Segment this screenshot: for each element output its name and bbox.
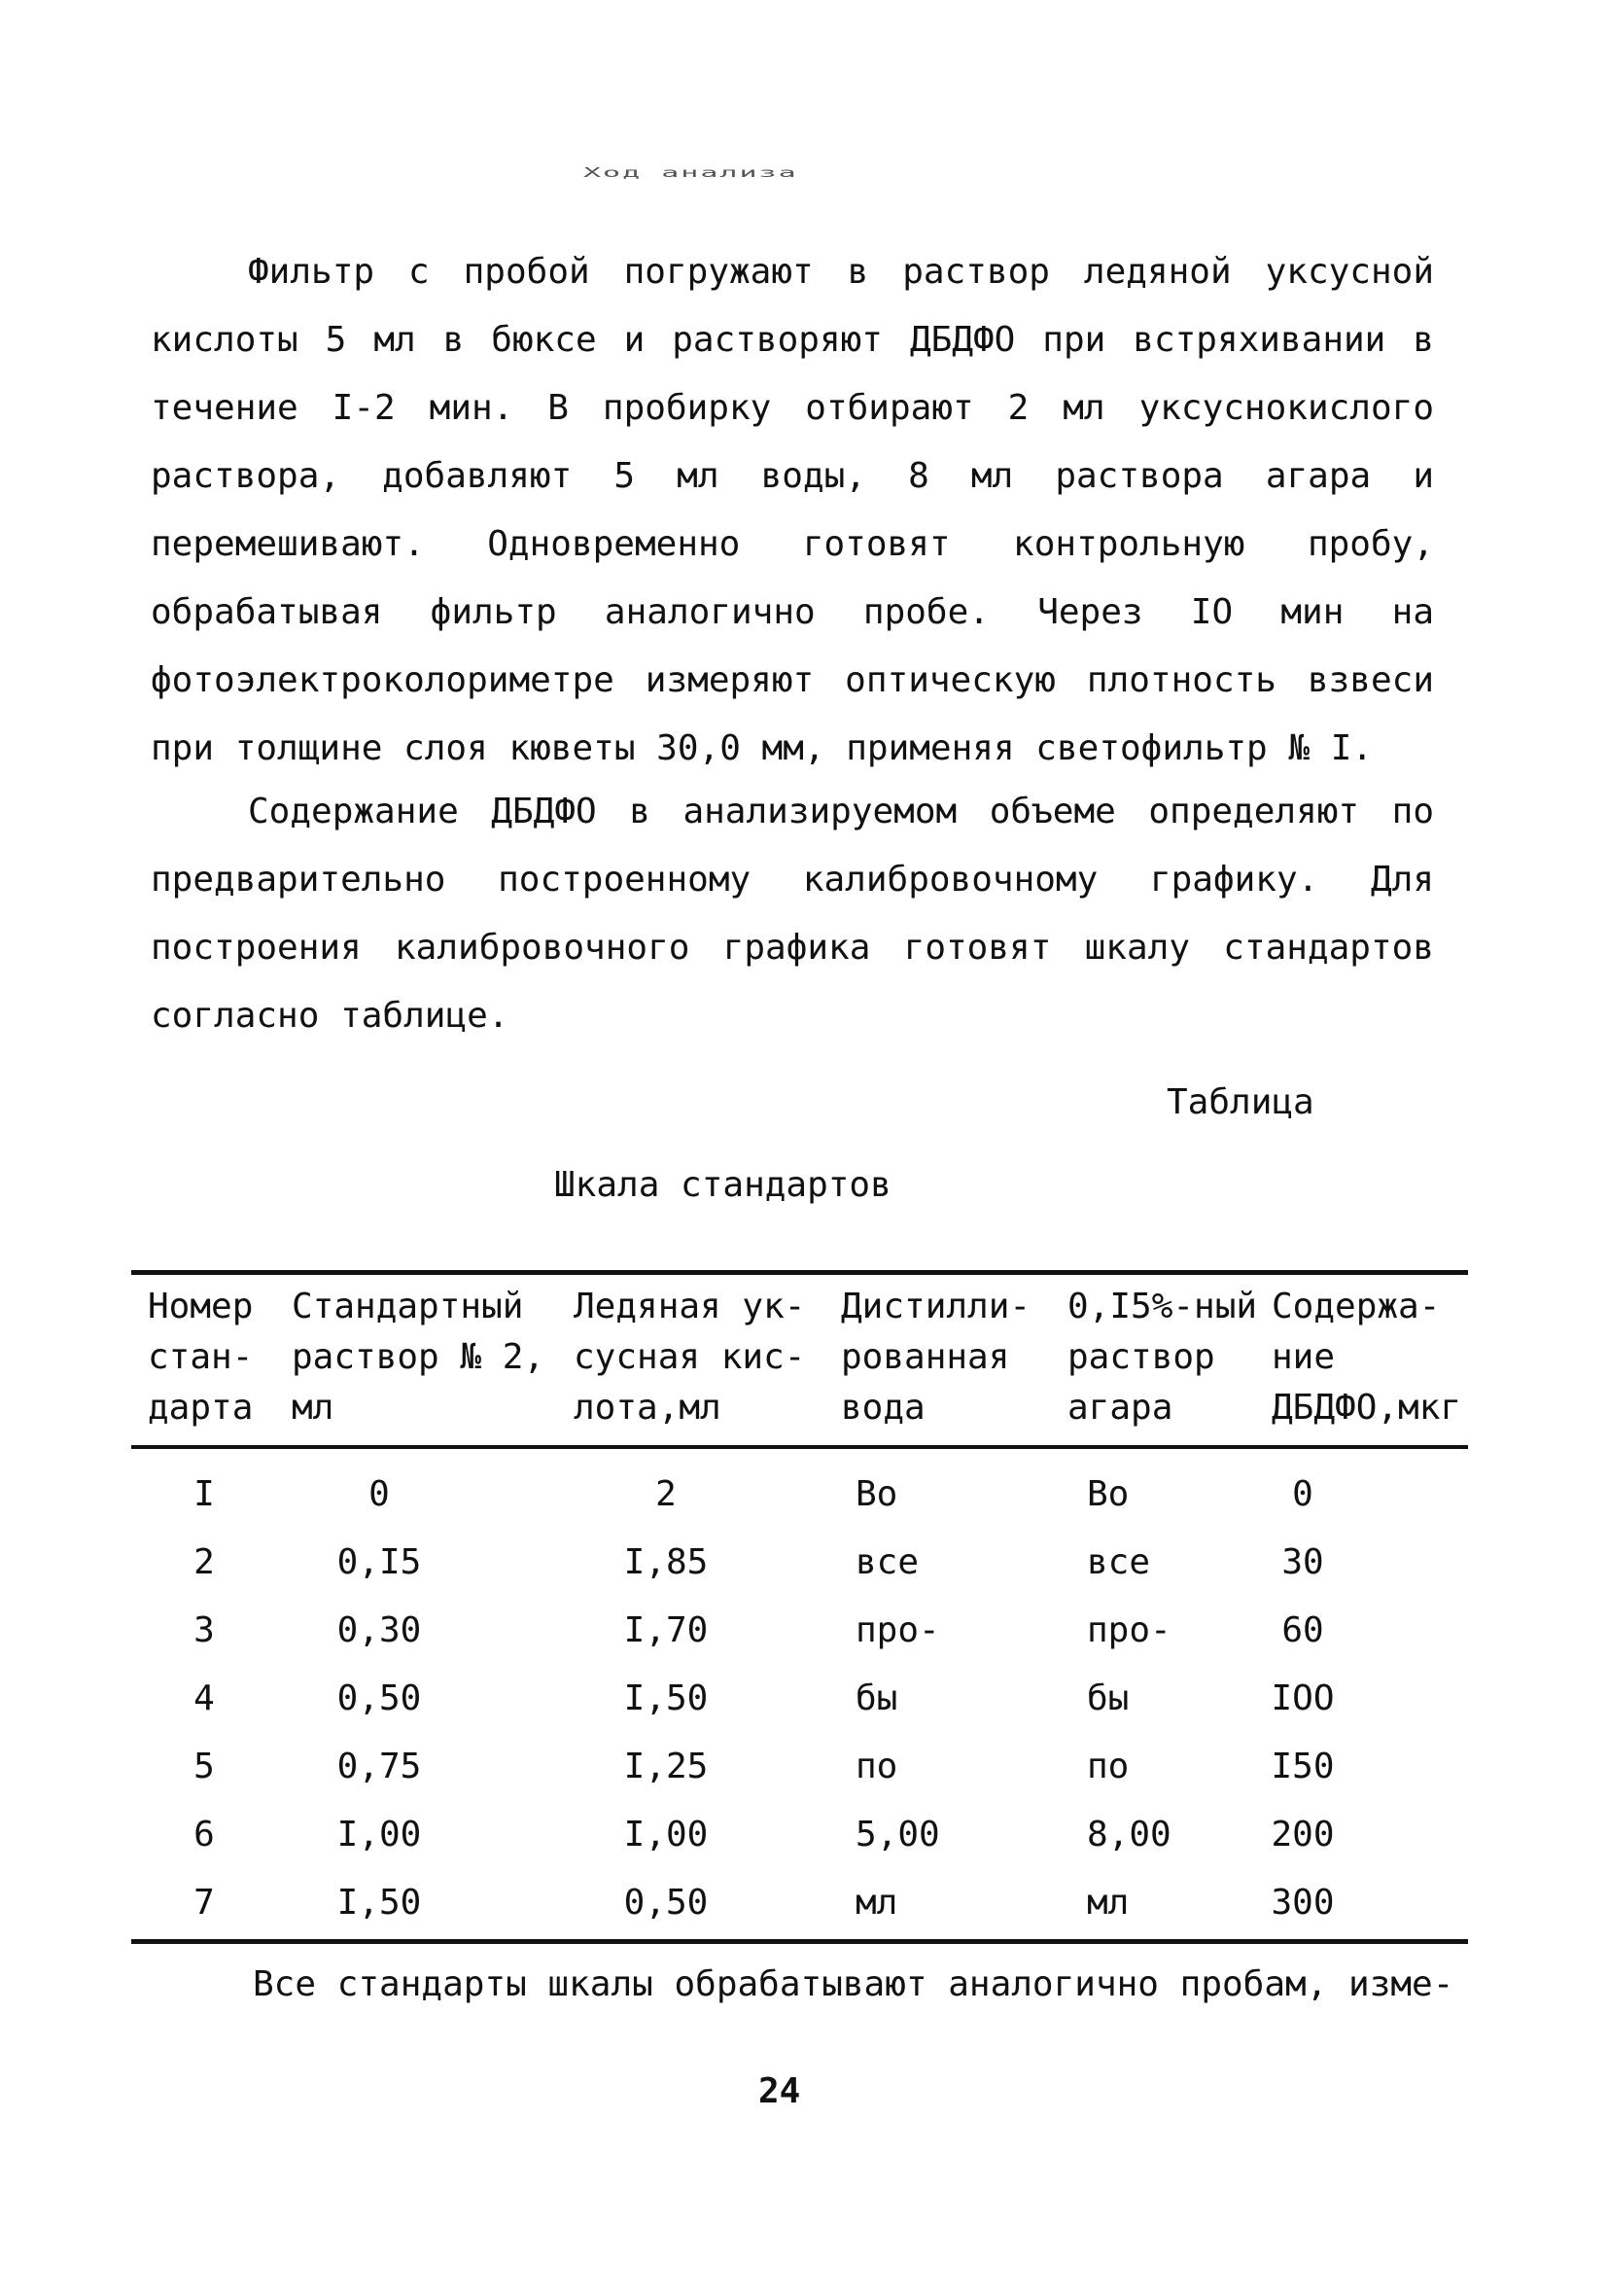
table-row	[0, 1801, 1608, 1869]
cell-water: мл	[856, 1883, 898, 1923]
table-row	[0, 1665, 1608, 1733]
header-dbdfo-content: Содержа-ние ДБДФО,мкг	[1272, 1287, 1462, 1428]
cell-agar: про-	[1087, 1610, 1171, 1650]
table-top-rule	[131, 1270, 1468, 1275]
cell-water: про-	[856, 1610, 940, 1650]
cell-standard-solution: 0,I5	[336, 1542, 422, 1582]
header-standard-number: Номер стан-дарта	[148, 1287, 254, 1428]
cell-water: все	[856, 1542, 920, 1582]
cell-standard-solution: I,50	[336, 1883, 422, 1923]
cell-number: 3	[193, 1610, 215, 1650]
cell-water: Во	[856, 1474, 898, 1514]
page-number: 24	[758, 2071, 801, 2111]
cell-standard-solution: 0,50	[336, 1678, 422, 1718]
cell-standard-solution: I,00	[336, 1815, 422, 1854]
table-row	[0, 1529, 1608, 1597]
cell-acetic-acid: I,70	[623, 1610, 709, 1650]
cell-content: 0	[1292, 1474, 1313, 1514]
table-header-rule	[131, 1445, 1468, 1449]
cell-number: 7	[193, 1883, 215, 1923]
cell-content: 30	[1281, 1542, 1324, 1582]
cell-acetic-acid: 2	[655, 1474, 677, 1514]
cell-acetic-acid: 0,50	[623, 1883, 709, 1923]
cell-content: 60	[1281, 1610, 1324, 1650]
header-acetic-acid: Ледяная ук-сусная кис-лота,мл	[574, 1287, 806, 1428]
table-row	[0, 1733, 1608, 1801]
cell-standard-solution: 0	[368, 1474, 390, 1514]
cell-standard-solution: 0,75	[336, 1747, 422, 1786]
cell-agar: мл	[1087, 1883, 1130, 1923]
cell-agar: по	[1087, 1747, 1130, 1786]
cell-agar: все	[1087, 1542, 1151, 1582]
header-standard-solution: Стандартный раствор № 2, мл	[292, 1287, 545, 1428]
cell-number: 6	[193, 1815, 215, 1854]
cell-acetic-acid: I,00	[623, 1815, 709, 1854]
cell-standard-solution: 0,30	[336, 1610, 422, 1650]
table-title: Шкала стандартов	[554, 1165, 891, 1205]
paragraph-calibration: Содержание ДБДФО в анализируемом объеме определяют по предварительно построенному калибровочному графику. Для построения калибровочного графика готовят шкалу стандартов согласно таблице.	[151, 792, 1434, 1036]
cell-number: I	[193, 1474, 215, 1514]
cut-off-heading: Ход анализа	[583, 165, 798, 181]
table-row	[0, 1869, 1608, 1937]
table-bottom-rule	[131, 1939, 1468, 1944]
cell-content: 300	[1271, 1883, 1335, 1923]
paragraph-procedure: Фильтр с пробой погружают в раствор ледяной уксусной кислоты 5 мл в бюксе и растворяют ДБДФО при встряхивании в течение I-2 мин. В пробирку отбирают 2 мл уксуснокислого раствора, добавляют 5 мл воды, 8 мл раствора агара и перемешивают. Одновременно готовят контрольную пробу, обрабатывая фильтр аналогично пробе. Через IO мин на фотоэлектроколориметре измеряют оптическую плотность взвеси при толщине слоя кюветы 30,0 мм, применяя светофильтр № I.	[151, 252, 1434, 768]
table-label: Таблица	[1167, 1082, 1314, 1122]
table-row	[0, 1461, 1608, 1529]
cell-number: 2	[193, 1542, 215, 1582]
cell-content: IOO	[1271, 1678, 1335, 1718]
cell-content: I50	[1271, 1747, 1335, 1786]
cell-agar: 8,00	[1087, 1815, 1171, 1854]
cell-agar: Во	[1087, 1474, 1130, 1514]
cell-number: 5	[193, 1747, 215, 1786]
cell-agar: бы	[1087, 1678, 1130, 1718]
cell-acetic-acid: I,85	[623, 1542, 709, 1582]
continuation-line: Все стандарты шкалы обрабатывают аналогично пробам, изме-	[253, 1964, 1454, 2004]
header-agar-solution: 0,I5%-ный раствор агара	[1067, 1287, 1258, 1428]
header-distilled-water: Дистилли-рованная вода	[841, 1287, 1031, 1428]
cell-water: бы	[856, 1678, 898, 1718]
cell-content: 200	[1271, 1815, 1335, 1854]
cell-number: 4	[193, 1678, 215, 1718]
cell-water: по	[856, 1747, 898, 1786]
cell-acetic-acid: I,25	[623, 1747, 709, 1786]
cell-acetic-acid: I,50	[623, 1678, 709, 1718]
table-row	[0, 1597, 1608, 1665]
cell-water: 5,00	[856, 1815, 940, 1854]
